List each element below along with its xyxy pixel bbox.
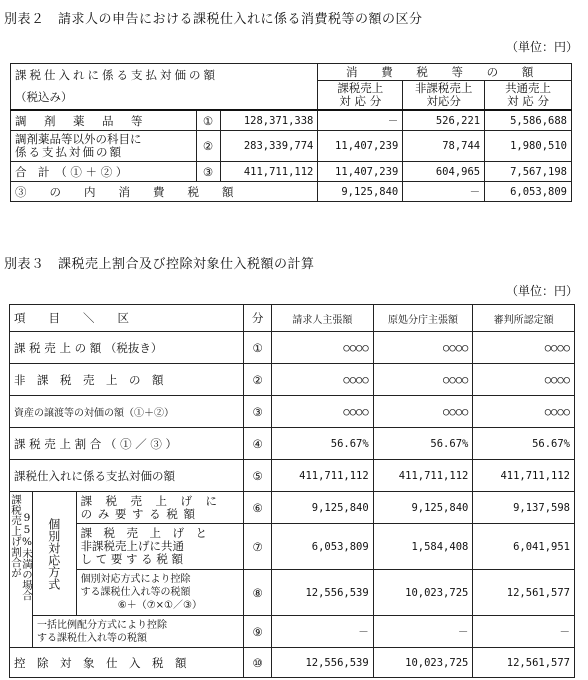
t3-header-col3: 審判所認定額 [473,305,575,332]
t3-header-col2: 原処分庁主張額 [373,305,473,332]
table3 [9,304,575,678]
t3-row-9: 一括比例配分方式により控除 する課税仕入れ等の税額 ⑨ － － － [10,616,575,648]
t2-row-2: 調剤薬品等以外の科目に 係る支払対価の額 ② 283,339,774 11,407,239 78,744 1,980,510 [11,131,572,162]
table2-unit: （単位：円） [505,40,578,54]
t3-row-7: 課 税 売 上 げ と 非課税売上げに共通 し て 要 す る 税 額 ⑦ 6,053,809 1,584,408 6,041,951 [10,524,575,570]
t2-header-col2: 非課税売上 対応分 [403,81,485,111]
t3-row-1: 課 税 売 上 の 額 （税抜き） ① ○○○○ ○○○○ ○○○○ [10,332,575,364]
t2-header-left [11,64,318,111]
t3-row-2: 非 課 税 売 上 の 額 ② ○○○○ ○○○○ ○○○○ [10,364,575,396]
table3-unit: （単位：円） [505,284,578,298]
table2 [10,63,572,202]
t2-row-4: ③ の 内 消 費 税 額 9,125,840 － 6,053,809 [11,182,572,202]
t3-header-bun: 分 [244,305,272,332]
t3-row-8: 個別対応方式により控除 する課税仕入れ等の税額 ⑥＋（⑦×①／③） ⑧ 12,556,539 10,023,725 12,561,577 [10,570,575,616]
t3-row-5: 課税仕入れに係る支払対価の額 ⑤ 411,711,112 411,711,112 411,711,112 [10,460,575,492]
t3-row-3: 資産の譲渡等の対価の額（①＋②） ③ ○○○○ ○○○○ ○○○○ [10,396,575,428]
t3-group-outer: 課税売上げ割合が 95%未満の場合 [10,492,33,648]
t3-row-6: 課税売上げ割合が 95%未満の場合 個別対応方式 課 税 売 上 げ に の み 要 す る 税 額 ⑥ 9,125,840 9,125,840 9,137,598 [10,492,575,524]
t2-header-col1: 課税売上 対 応 分 [318,81,403,111]
t3-row-4: 課 税 売 上 割 合 （ ① ／ ③ ） ④ 56.67% 56.67% 56.67% [10,428,575,460]
t3-header-col1: 請求人主張額 [272,305,374,332]
t3-group-method: 個別対応方式 [33,492,77,616]
t3-row-10: 控 除 対 象 仕 入 税 額 ⑩ 12,556,539 10,023,725 12,561,577 [10,648,575,678]
t2-row-3: 合 計 （ ① ＋ ② ） ③ 411,711,112 11,407,239 604,965 7,567,198 [11,162,572,182]
t2-header-col3: 共通売上 対 応 分 [485,81,572,111]
t3-header-item: 項 目 ＼ 区 [10,305,244,332]
t2-header-tax: 消 費 税 等 の 額 [318,64,572,81]
table3-caption: 別表３ 課税売上割合及び控除対象仕入税額の計算 [4,257,315,272]
t2-header-left-line1: 課税仕入れに係る支払対価の額 [15,68,218,82]
t2-header-left-line2: （税込み） [15,90,73,104]
t3-header [10,305,575,332]
t2-row-1: 調 剤 薬 品 等 ① 128,371,338 － 526,221 5,586,688 [11,110,572,131]
table2-caption: 別表２ 請求人の申告における課税仕入れに係る消費税等の額の区分 [4,12,423,27]
